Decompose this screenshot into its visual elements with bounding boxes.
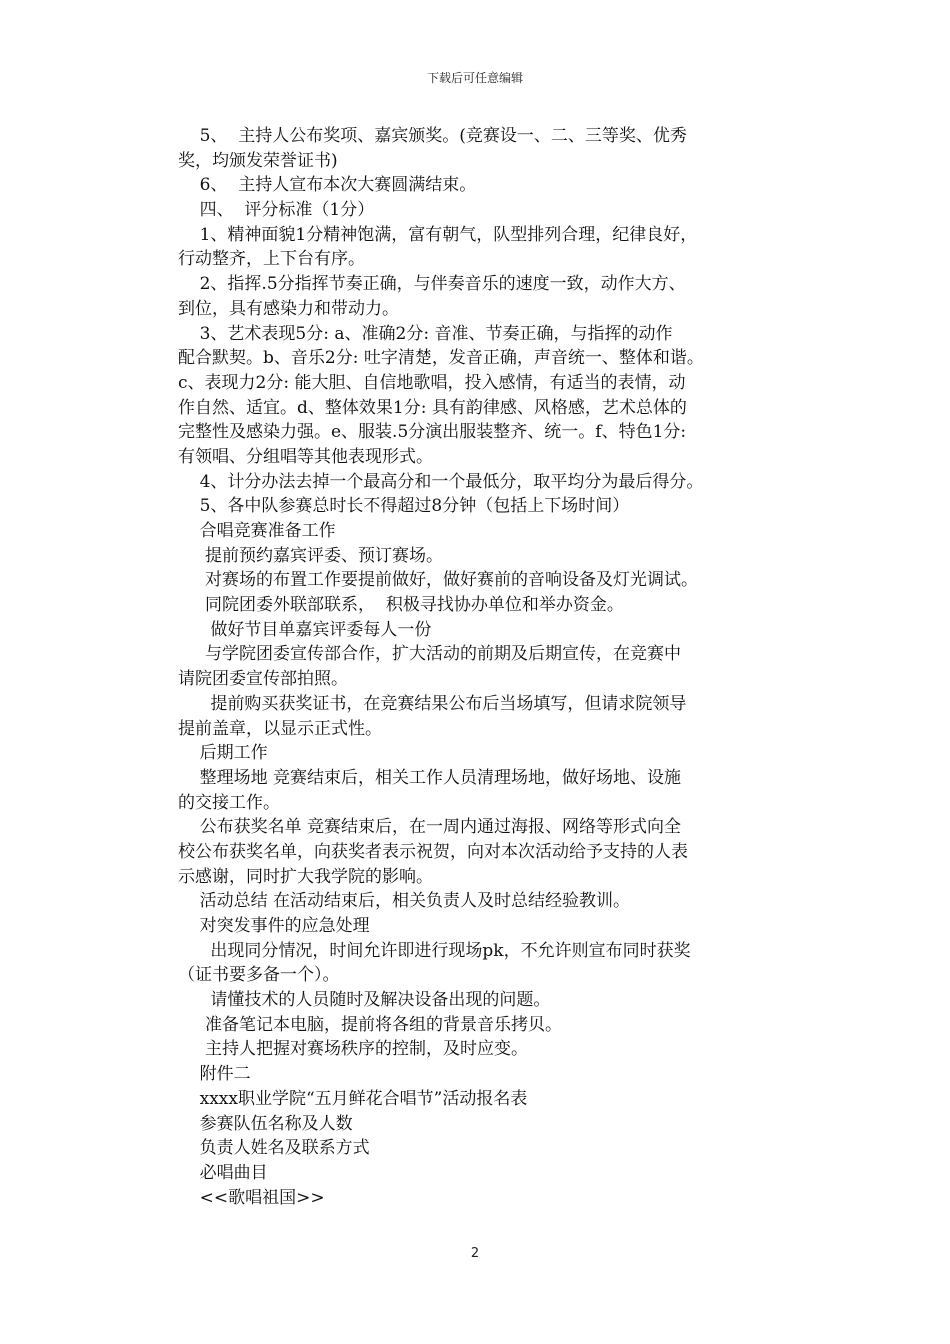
- body-text-line: 示感谢，同时扩大我学院的影响。: [178, 866, 433, 887]
- body-text-line: c、表现力2分: 能大胆、自信地歌唱，投入感情，有适当的表情，动: [178, 372, 686, 393]
- body-text-line: 对赛场的布置工作要提前做好，做好赛前的音响设备及灯光调试。: [178, 570, 699, 591]
- body-text-line: 作自然、适宜。d、整体效果1分: 具有韵律感、风格感，艺术总体的: [178, 397, 687, 418]
- body-text-line: 出现同分情况，时间允许即进行现场pk，不允许则宣布同时获奖: [178, 940, 691, 961]
- body-text-line: <<歌唱祖国>>: [178, 1187, 325, 1208]
- body-text-line: 与学院团委宣传部合作，扩大活动的前期及后期宣传，在竞赛中: [178, 644, 682, 665]
- body-text-line: 5、 主持人公布奖项、嘉宾颁奖。(竞赛设一、二、三等奖、优秀: [178, 126, 687, 146]
- body-text-line: 到位，具有感染力和带动力。: [178, 298, 399, 319]
- body-text-line: 主持人把握对赛场秩序的控制，及时应变。: [178, 1039, 529, 1060]
- body-text-line: 做好节目单嘉宾评委每人一份: [178, 619, 432, 640]
- body-text-line: 提前预约嘉宾评委、预订赛场。: [178, 545, 444, 566]
- body-text-line: 负责人姓名及联系方式: [178, 1138, 370, 1159]
- body-text-line: 的交接工作。: [178, 792, 280, 813]
- body-text-line: 5、各中队参赛总时长不得超过8分钟（包括上下场时间）: [178, 496, 630, 517]
- body-text-line: xxxx职业学院“五月鲜花合唱节”活动报名表: [178, 1088, 528, 1109]
- body-text-line: 1、精神面貌1分精神饱满，富有朝气，队型排列合理，纪律良好，: [178, 224, 698, 245]
- body-text-line: 提前盖章，以显示正式性。: [178, 718, 382, 739]
- page-header: 下载后可任意编辑: [426, 71, 523, 85]
- body-text-line: 配合默契。b、音乐2分: 吐字清楚，发音正确，声音统一、整体和谐。: [178, 348, 704, 369]
- body-text-line: 3、艺术表现5分: a、准确2分: 音准、节奏正确，与指挥的动作: [178, 323, 673, 344]
- body-text-line: 请懂技术的人员随时及解决设备出现的问题。: [178, 990, 551, 1011]
- body-text-line: 整理场地 竞赛结束后，相关工作人员清理场地，做好场地、设施: [178, 767, 682, 788]
- body-text-line: 行动整齐，上下台有序。: [178, 249, 365, 270]
- body-text-line: 请院团委宣传部拍照。: [178, 669, 348, 690]
- body-text-line: 有领唱、分组唱等其他表现形式。: [178, 446, 433, 467]
- body-text-line: 四、 评分标准（1分）: [178, 200, 375, 221]
- body-text-line: 2、指挥.5分指挥节奏正确，与伴奏音乐的速度一致，动作大方、: [178, 274, 686, 295]
- body-text-line: 附件二: [178, 1064, 251, 1085]
- body-text-line: 4、计分办法去掉一个最高分和一个最低分，取平均分为最后得分。: [178, 471, 704, 492]
- body-text-line: 参赛队伍名称及人数: [178, 1113, 353, 1134]
- body-text-line: 同院团委外联部联系， 积极寻找协办单位和举办资金。: [178, 595, 624, 616]
- body-text-line: 准备笔记本电脑，提前将各组的背景音乐拷贝。: [178, 1014, 563, 1035]
- body-text-line: 校公布获奖名单，向获奖者表示祝贺，向对本次活动给予支持的人表: [178, 841, 688, 862]
- page-number: 2: [470, 1246, 480, 1261]
- body-text-line: 后期工作: [178, 743, 268, 764]
- body-text-line: （证书要多备一个）。: [178, 965, 340, 986]
- body-text-line: 6、 主持人宣布本次大赛圆满结束。: [178, 175, 477, 196]
- body-text-line: 活动总结 在活动结束后，相关负责人及时总结经验教训。: [178, 891, 631, 912]
- document-body: [178, 124, 778, 1210]
- body-text-line: 公布获奖名单 竞赛结束后，在一周内通过海报、网络等形式向全: [178, 817, 682, 838]
- body-text-line: 必唱曲目: [178, 1162, 268, 1183]
- body-text-line: 提前购买获奖证书，在竞赛结果公布后当场填写，但请求院领导: [178, 693, 687, 714]
- body-text-line: 合唱竞赛准备工作: [178, 521, 336, 541]
- body-text-line: 完整性及感染力强。e、服装.5分演出服装整齐、统一。f、特色1分:: [178, 422, 687, 443]
- body-text-line: 奖，均颁发荣誉证书): [178, 150, 338, 171]
- body-text-line: 对突发事件的应急处理: [178, 916, 370, 936]
